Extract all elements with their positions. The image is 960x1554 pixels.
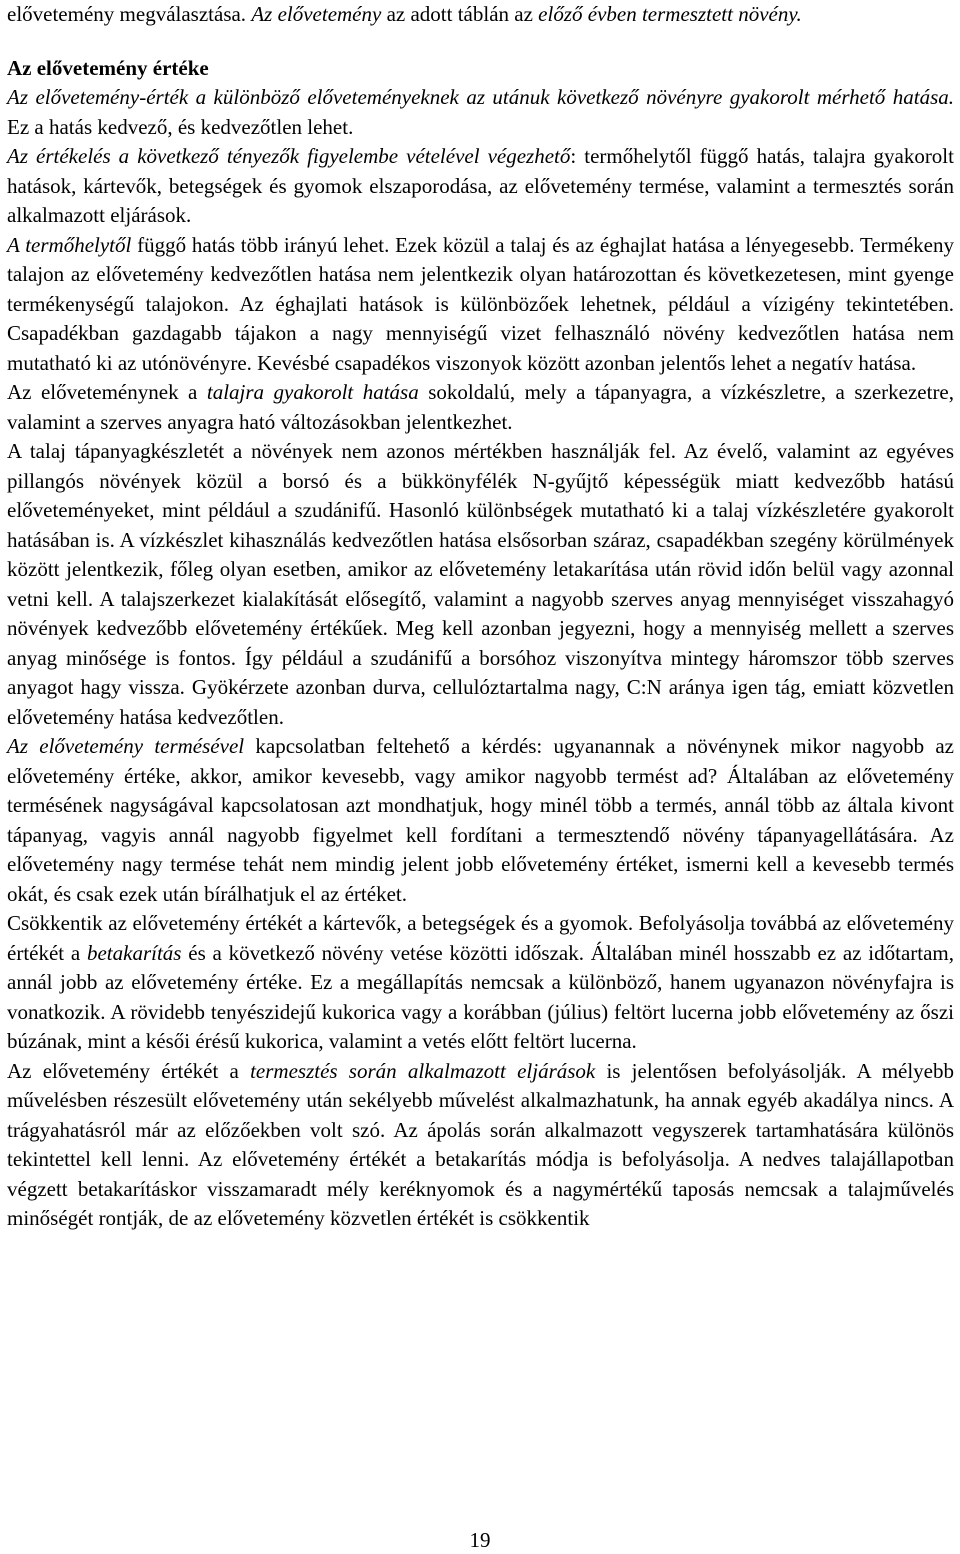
paragraph-nutrients: A talaj tápanyagkészletét a növények nem azonos mértékben használják fel. Az évelő, valamint az egyéves pillangós növények közül a borsó és a bükkönyfélék N-gyűjtő képességük miatt kedvezőbb hatású előveteményeket, mint például a szudánifű. Hasonló különbségek mutatható ki a talaj vízkészletére gyakorolt hatásában is. A vízkészlet kihasználás kedvezőtlen hatása elsősorban száraz, csapadékban szegény körülmények között jelentkezik, főleg olyan esetben, amikor az elővetemény letakarítása után rövid időn belül vagy azonnal vetni kell. A talajszerkezet kialakítását elősegítő, valamint a nagyobb szerves anyag mennyiséget visszahagyó növények kedvezőbb elővetemény értékűek. Meg kell azonban jegyezni, hogy a mennyiség mellett a szerves anyag minősége is fontos. Így például a szudánifű a borsóhoz viszonyítva mintegy háromszor több szerves anyagot hagy vissza. Gyökérzete azonban durva, cellulóztartalma nagy, C:N aránya igen tág, emiatt közvetlen elővetemény hatása kedvezőtlen.	[7, 439, 954, 729]
term-italic: Az értékelés a következő tényezők figyelembe vételével végezhető	[7, 144, 571, 168]
term-italic: talajra gyakorolt hatása	[206, 380, 419, 404]
paragraph-yield	[7, 732, 954, 909]
text-run: Ez a hatás kedvező, és kedvezőtlen lehet.	[7, 114, 354, 139]
text-run: Az előveteménynek a	[7, 380, 207, 404]
text-run: és a következő növény vetése közötti időszak. Általában minél hosszabb ez az időtartam, annál jobb az elővetemény értéke. Ez a megállapítás nemcsak a különböző, hanem ugyanazon növényfajra is vonatkozik. A rövidebb tenyészidejű kukorica vagy a korábban (július) feltört lucerna jobb elővetemény az őszi búzának, mint a késői érésű kukorica, valamint a vetés előtt feltört lucerna.	[7, 940, 954, 1053]
section-heading: Az elővetemény értéke	[7, 55, 209, 80]
paragraph-site-effect	[7, 231, 954, 379]
term-italic: termesztés során alkalmazott eljárások	[250, 1058, 596, 1083]
definition-italic: Az elővetemény-érték a különböző előveteményeknek az utánuk következő növényre gyakorolt mérhető hatása.	[7, 85, 954, 109]
text-run: kapcsolatban feltehető a kérdés: ugyanannak a növénynek mikor nagyobb az elővetemény értéke, akkor, amikor kevesebb, vagy amikor nagyobb termést ad? Általában az elővetemény termésének nagyságával kapcsolatosan azt mondhatjuk, hogy minél több a termés, annál több az általa kivont tápanyag, vagyis annál nagyobb figyelmet kell fordítani a termesztendő növény tápanyagellátására. Az elővetemény nagy termése tehát nem mindig jelent jobb elővetemény értéket, ismerni kell a kevesebb termés okát, és csak ezek után bírálhatjuk el az értéket.	[7, 734, 954, 906]
term-italic: Az elővetemény	[251, 2, 382, 26]
paragraph-cultivation	[7, 1057, 954, 1234]
page-number: 19	[469, 1528, 491, 1552]
text-run: függő hatás több irányú lehet. Ezek közül a talaj és az éghajlat hatása a lényegesebb. Termékeny talajon az elővetemény kedvezőtlen hatása nem jelentkezik olyan határozottan és következetesen, mint gyenge termékenységű talajokon. Az éghajlati hatások is különbözőek lehetnek, például a vízigény tekintetében. Csapadékban gazdagabb tájakon a nagy mennyiségű vizet felhasználó növény kedvezőtlen hatása nem mutatható ki az utónövényre. Kevésbé csapadékos viszonyok között azonban jelentős lehet a negatív hatása.	[7, 232, 954, 375]
text-run: : termőhelytől függő hatás, talajra gyakorolt hatások, kártevők, betegségek és gyomok elszaporodása, az elővetemény termése, valamint a termesztés során alkalmazott eljárások.	[7, 144, 954, 227]
text-run: sokoldalú, mely a tápanyagra, a vízkészletre, a szerkezetre, valamint a szerves anyagra ható változásokban jelentkezhet.	[7, 380, 955, 434]
term-italic: Az elővetemény termésével	[7, 734, 245, 758]
document-page	[7, 0, 954, 1234]
text-run: is jelentősen befolyásolják. A mélyebb művelésben részesült elővetemény után sekélyebb művelést alkalmazhatunk, ha annak egyéb akadálya nincs. A trágyahatásról már az előzőekben volt szó. Az ápolás során alkalmazott vegyszerek tartamhatására különös tekintettel kell lenni. Az elővetemény értékét a betakarítás módja is befolyásolja. A nedves talajállapotban végzett betakarításkor visszamaradt mély keréknyomok és a nagymértékű taposás nemcsak a talajművelés minőségét rontják, de az elővetemény közvetlen értékét is csökkentik	[7, 1058, 955, 1230]
text-run: Csökkentik az elővetemény értékét a kártevők, a betegségek és a gyomok. Befolyásolja továbbá az elővetemény értékét a	[7, 911, 954, 965]
paragraph-definition	[7, 83, 954, 142]
paragraph-evaluation	[7, 142, 954, 231]
paragraph-pests-harvest	[7, 909, 954, 1057]
text-run: elővetemény megválasztása.	[7, 2, 252, 26]
paragraph-soil-effect	[7, 378, 954, 437]
definition-italic: előző évben termesztett növény.	[538, 2, 802, 26]
text-run: Az elővetemény értékét a	[7, 1058, 251, 1083]
paragraph-intro	[7, 0, 954, 30]
text-run: az adott táblán az	[381, 2, 539, 26]
term-italic: betakarítás	[86, 940, 182, 965]
term-italic: A termőhelytől	[7, 232, 132, 257]
